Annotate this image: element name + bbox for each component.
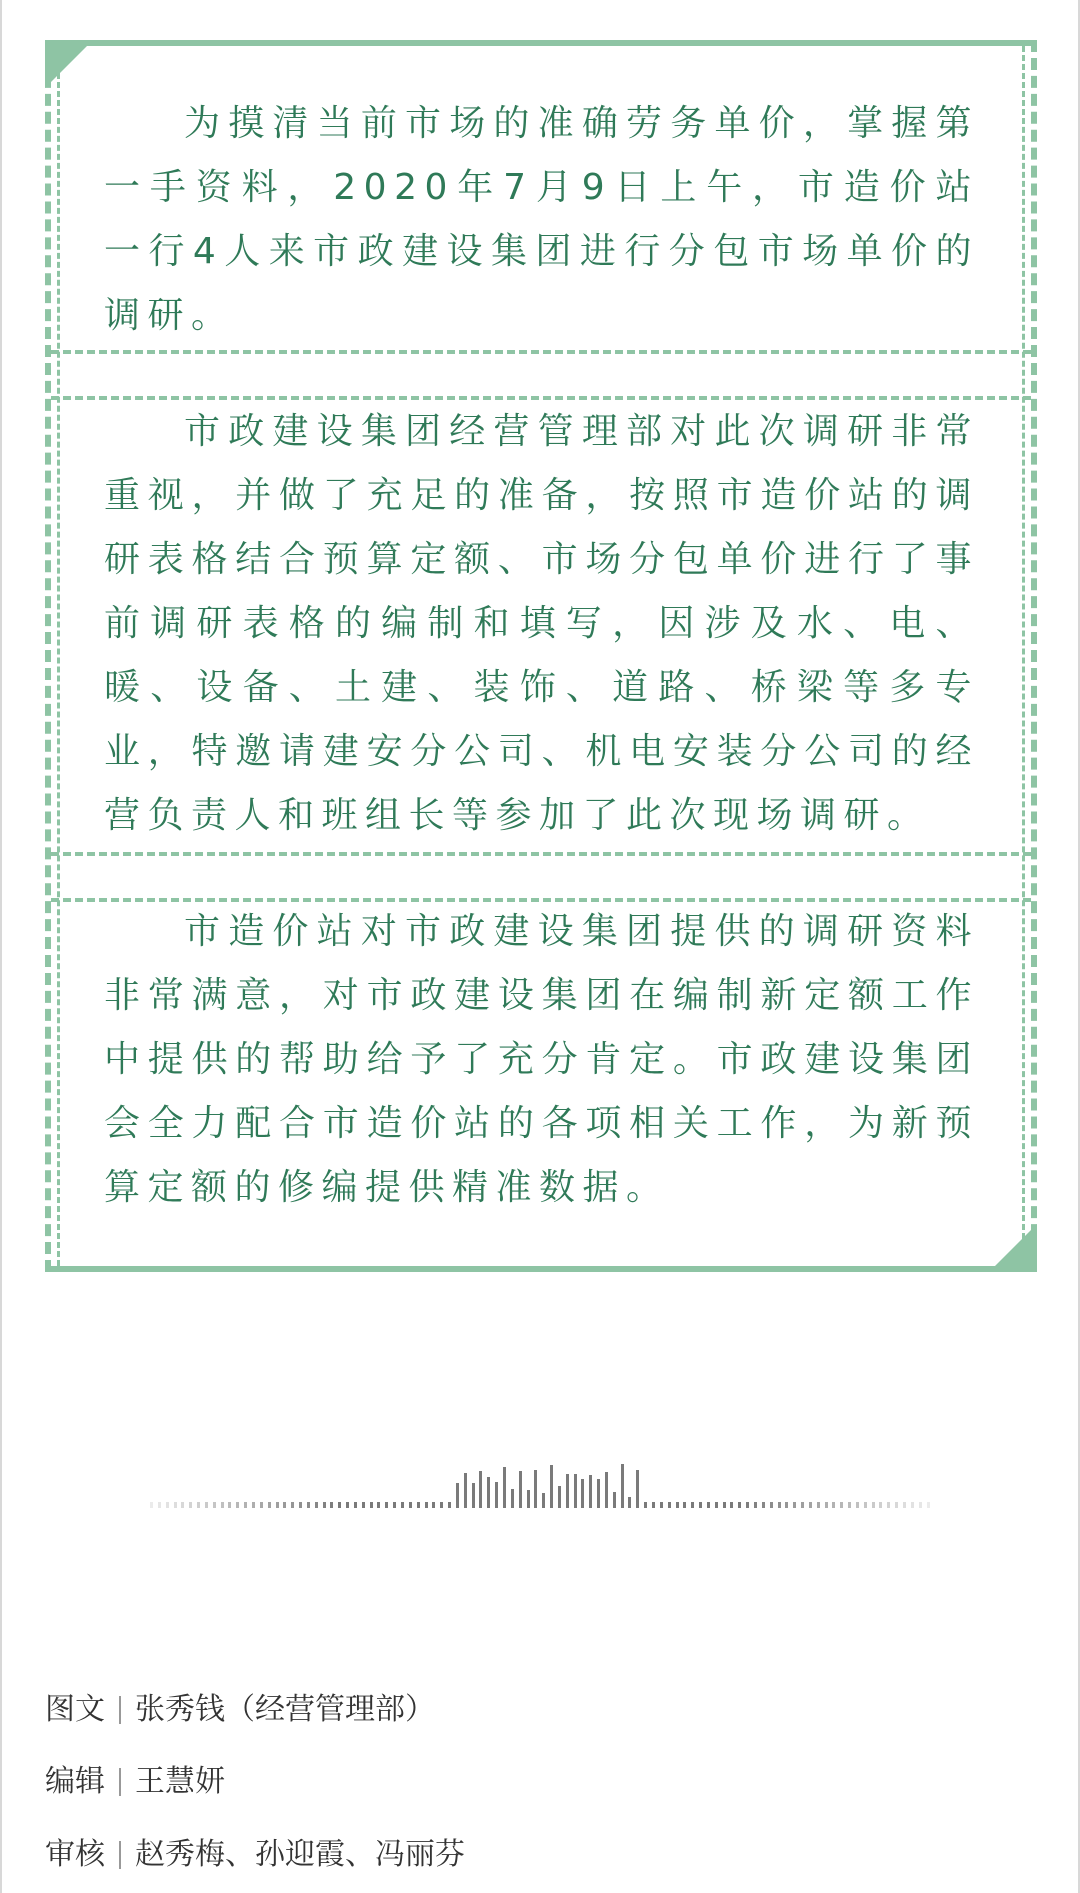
- waveform-bar: [448, 1502, 451, 1508]
- waveform-bar: [244, 1502, 247, 1508]
- waveform-bar: [636, 1470, 639, 1508]
- audio-waveform-icon: [150, 1460, 930, 1508]
- waveform-bar: [252, 1502, 255, 1508]
- waveform-bar: [676, 1502, 679, 1508]
- waveform-bar: [840, 1502, 843, 1508]
- credit-label: 图文: [45, 1692, 105, 1727]
- waveform-bar: [158, 1502, 161, 1508]
- waveform-bar: [864, 1502, 867, 1508]
- waveform-bar: [181, 1502, 184, 1508]
- article-paragraph-2: 市政建设集团经营管理部对此次调研非常重视，并做了充足的准备，按照市造价站的调研表格结合预算定额、市场分包单价进行了事前调研表格的编制和填写，因涉及水、电、暖、设备、土建、装饰、道路、桥梁等多专业，特邀请建安分公司、机电安装分公司的经营负责人和班组长等参加了此次现场调研。: [104, 411, 979, 836]
- waveform-bar: [605, 1472, 608, 1508]
- waveform-bar: [362, 1502, 365, 1508]
- waveform-bar: [221, 1502, 224, 1508]
- credit-row-author: [45, 1690, 435, 1730]
- waveform-bar: [299, 1502, 302, 1508]
- waveform-bar: [542, 1493, 545, 1508]
- waveform-bar: [315, 1502, 318, 1508]
- waveform-bar: [597, 1479, 600, 1508]
- waveform-bar: [370, 1502, 373, 1508]
- waveform-bar: [825, 1502, 828, 1508]
- waveform-bar: [276, 1502, 279, 1508]
- waveform-bar: [848, 1502, 851, 1508]
- waveform-bar: [644, 1502, 647, 1508]
- credit-separator: [119, 1696, 121, 1724]
- waveform-bar: [338, 1502, 341, 1508]
- waveform-bar: [401, 1502, 404, 1508]
- waveform-bar: [511, 1489, 514, 1508]
- waveform-bar: [919, 1502, 922, 1508]
- waveform-bar: [927, 1502, 930, 1508]
- waveform-bar: [519, 1471, 522, 1508]
- waveform-bar: [228, 1502, 231, 1508]
- credit-row-editor: [45, 1762, 225, 1802]
- waveform-bar: [628, 1497, 631, 1508]
- waveform-bar: [150, 1502, 153, 1508]
- waveform-bar: [589, 1475, 592, 1508]
- waveform-bar: [527, 1490, 530, 1508]
- waveform-bar: [872, 1502, 875, 1508]
- waveform-bar: [534, 1470, 537, 1508]
- frame-corner-top-left: [45, 40, 93, 88]
- waveform-bar: [762, 1502, 765, 1508]
- waveform-bar: [723, 1502, 726, 1508]
- waveform-bar: [487, 1477, 490, 1508]
- waveform-bar: [166, 1502, 169, 1508]
- section-divider: [51, 852, 1031, 902]
- waveform-bar: [283, 1502, 286, 1508]
- waveform-bar: [432, 1502, 435, 1508]
- waveform-bar: [895, 1502, 898, 1508]
- waveform-bar: [377, 1502, 380, 1508]
- waveform-bar: [903, 1502, 906, 1508]
- waveform-bar: [479, 1471, 482, 1508]
- waveform-bar: [503, 1467, 506, 1508]
- waveform-bar: [754, 1502, 757, 1508]
- waveform-bar: [385, 1502, 388, 1508]
- waveform-bar: [683, 1502, 686, 1508]
- waveform-bar: [879, 1502, 882, 1508]
- waveform-bar: [236, 1502, 239, 1508]
- credit-value: 张秀钱（经营管理部）: [135, 1692, 435, 1727]
- waveform-bar: [346, 1502, 349, 1508]
- article-paragraph-3: 市造价站对市政建设集团提供的调研资料非常满意，对市政建设集团在编制新定额工作中提供的帮助给予了充分肯定。市政建设集团会全力配合市造价站的各项相关工作，为新预算定额的修编提供精准数据。: [104, 911, 979, 1208]
- waveform-bar: [440, 1502, 443, 1508]
- waveform-bar: [817, 1502, 820, 1508]
- frame-corner-bottom-right: [989, 1224, 1037, 1272]
- section-divider: [51, 350, 1031, 400]
- credit-value: 赵秀梅、孙迎霞、冯丽芬: [135, 1837, 465, 1872]
- waveform-bar: [417, 1502, 420, 1508]
- waveform-bar: [330, 1502, 333, 1508]
- waveform-bar: [770, 1502, 773, 1508]
- credit-label: 审核: [45, 1837, 105, 1872]
- waveform-bar: [307, 1502, 310, 1508]
- waveform-bar: [887, 1502, 890, 1508]
- waveform-bar: [793, 1502, 796, 1508]
- waveform-bar: [621, 1464, 624, 1508]
- article-paragraph-1: 为摸清当前市场的准确劳务单价，掌握第一手资料，2020年7月9日上午，市造价站一行4人来市政建设集团进行分包市场单价的调研。: [104, 103, 979, 336]
- waveform-bar: [652, 1502, 655, 1508]
- waveform-bar: [730, 1502, 733, 1508]
- waveform-bar: [574, 1474, 577, 1508]
- waveform-bar: [715, 1502, 718, 1508]
- credit-value: 王慧妍: [135, 1764, 225, 1799]
- waveform-bar: [699, 1502, 702, 1508]
- waveform-bar: [260, 1502, 263, 1508]
- waveform-bar: [456, 1483, 459, 1508]
- waveform-bar: [558, 1486, 561, 1508]
- waveform-bar: [778, 1502, 781, 1508]
- waveform-bar: [613, 1492, 616, 1508]
- waveform-bar: [393, 1502, 396, 1508]
- waveform-bar: [291, 1502, 294, 1508]
- waveform-bar: [581, 1479, 584, 1508]
- waveform-bar: [425, 1502, 428, 1508]
- waveform-bar: [707, 1502, 710, 1508]
- waveform-bar: [785, 1502, 788, 1508]
- waveform-bar: [189, 1502, 192, 1508]
- waveform-bar: [550, 1465, 553, 1508]
- waveform-bar: [197, 1502, 200, 1508]
- credit-label: 编辑: [45, 1764, 105, 1799]
- waveform-bar: [268, 1502, 271, 1508]
- waveform-bar: [174, 1502, 177, 1508]
- waveform-bar: [801, 1502, 804, 1508]
- waveform-bar: [809, 1502, 812, 1508]
- waveform-bar: [213, 1502, 216, 1508]
- waveform-bar: [409, 1502, 412, 1508]
- waveform-bar: [464, 1473, 467, 1508]
- waveform-bar: [668, 1502, 671, 1508]
- page-edge-left: [0, 0, 2, 1893]
- waveform-bar: [472, 1483, 475, 1508]
- waveform-bar: [354, 1502, 357, 1508]
- credit-separator: [119, 1841, 121, 1869]
- waveform-bar: [746, 1502, 749, 1508]
- waveform-bar: [691, 1502, 694, 1508]
- waveform-bar: [323, 1502, 326, 1508]
- waveform-bar: [911, 1502, 914, 1508]
- waveform-bar: [856, 1502, 859, 1508]
- waveform-bar: [205, 1502, 208, 1508]
- waveform-bar: [738, 1502, 741, 1508]
- waveform-bar: [832, 1502, 835, 1508]
- credit-separator: [119, 1768, 121, 1796]
- credit-row-reviewer: [45, 1835, 465, 1875]
- waveform-bar: [660, 1502, 663, 1508]
- waveform-bar: [495, 1482, 498, 1508]
- waveform-bar: [566, 1474, 569, 1508]
